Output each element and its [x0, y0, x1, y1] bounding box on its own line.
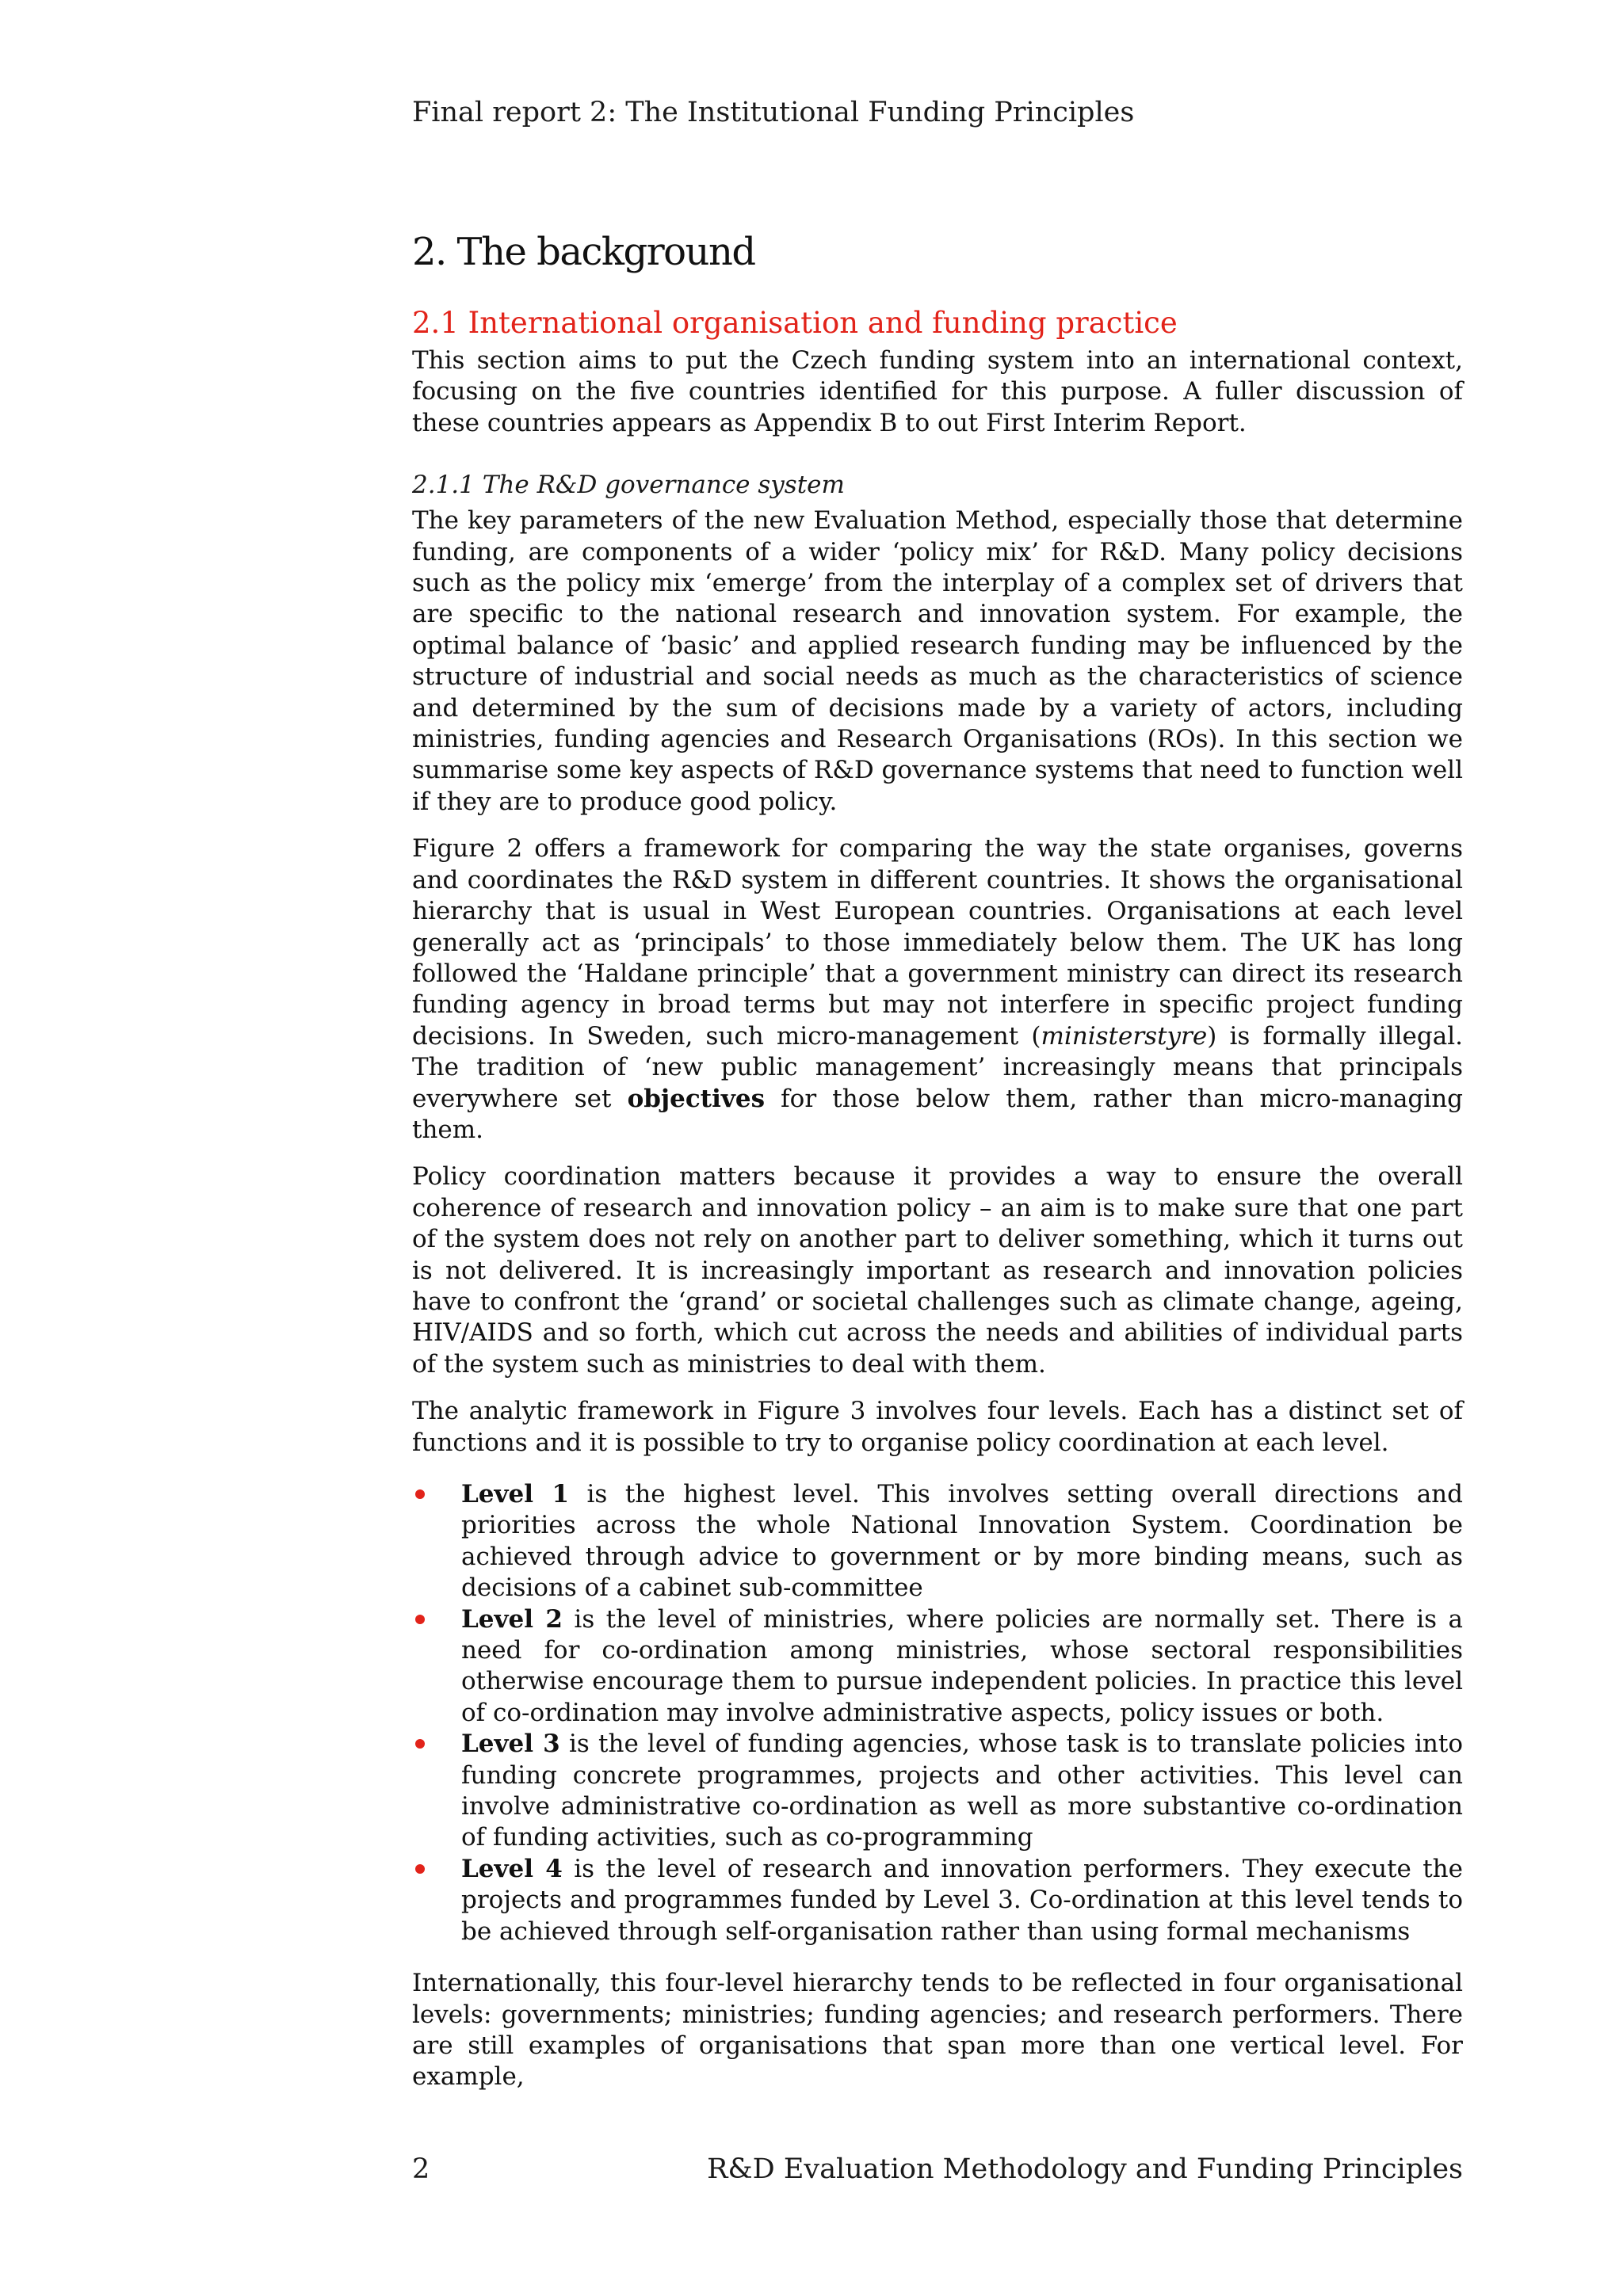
section-intro-paragraph: This section aims to put the Czech funding system into an international context, focusing on the five countries identified for this purpose. A fuller discussion of these countries appears as Appendix B to out First Interim Report.	[412, 346, 1463, 437]
bullet-text: is the level of research and innovation performers. They execute the projects and programmes funded by Level 3. Co-ordination at this level tends to be achieved through self-organisation rather than using formal mechanisms	[461, 1854, 1463, 1946]
main-content	[412, 304, 1463, 2109]
paragraph-policy-coordination: Policy coordination matters because it provides a way to ensure the overall coherence of research and innovation policy – an aim is to make sure that one part of the system does not rely on another part to deliver something, which it turns out is not delivered. It is increasingly important as research and innovation policies have to confront the ‘grand’ or societal challenges such as climate change, ageing, HIV/AIDS and so forth, which cut across the needs and abilities of individual parts of the system such as ministries to deal with them.	[412, 1162, 1463, 1379]
paragraph-four-level-hierarchy: Internationally, this four-level hierarchy tends to be reflected in four organisational levels: governments; ministries; funding agencies; and research performers. There are still examples of organisations that span more than one vertical level. For example,	[412, 1969, 1463, 2092]
bullet-lead: Level 2	[461, 1604, 563, 1634]
footer-publication-title: R&D Evaluation Methodology and Funding Principles	[707, 2153, 1463, 2185]
paragraph-framework	[412, 833, 1463, 1146]
bullet-dot-icon	[415, 1739, 425, 1749]
list-item	[412, 1729, 1463, 1854]
bullet-lead: Level 4	[461, 1854, 563, 1883]
chapter-title: 2. The background	[412, 230, 755, 274]
bullet-text: is the level of funding agencies, whose task is to translate policies into funding concrete programmes, projects and other activities. This level can involve administrative co-ordination as well as more substantive co-ordination of funding activities, such as co-programming	[461, 1730, 1463, 1852]
bullet-lead: Level 3	[461, 1730, 560, 1759]
paragraph-framework-part-c: for those below them, rather than micro-managing them.	[412, 1084, 1463, 1144]
document-page	[412, 0, 1463, 2296]
paragraph-framework-part-a: Figure 2 offers a framework for comparing the way the state organises, governs and coordinates the R&D system in different countries. It shows the organisational hierarchy that is usual in West European countries. Organisations at each level generally act as ‘principals’ to those immediately below them. The UK has long followed the ‘Haldane principle’ that a government ministry can direct its research funding agency in broad terms but may not interfere in specific project funding decisions. In Sweden, such micro-management (	[412, 834, 1463, 1051]
paragraph-policy-mix: The key parameters of the new Evaluation Method, especially those that determine funding, are components of a wider ‘policy mix’ for R&D. Many policy decisions such as the policy mix ‘emerge’ from the interplay of a complex set of drivers that are specific to the national research and innovation system. For example, the optimal balance of ‘basic’ and applied research funding may be influenced by the structure of industrial and social needs as much as the characteristics of science and determined by the sum of decisions made by a variety of actors, including ministries, funding agencies and Research Organisations (ROs). In this section we summarise some key aspects of R&D governance systems that need to function well if they are to produce good policy.	[412, 506, 1463, 816]
paragraph-analytic-framework: The analytic framework in Figure 3 involves four levels. Each has a distinct set of functions and it is possible to try to organise policy coordination at each level.	[412, 1397, 1463, 1457]
bullet-lead: Level 1	[461, 1480, 570, 1508]
paragraph-framework-part-b: ) is formally illegal. The tradition of ‘new public management’ increasingly means that principals everywhere set	[412, 1021, 1463, 1113]
section-heading: 2.1 International organisation and funding practice	[412, 306, 1178, 340]
list-item	[412, 1479, 1463, 1604]
levels-list	[412, 1479, 1463, 1947]
term-objectives: objectives	[627, 1084, 766, 1113]
page-number: 2	[412, 2153, 430, 2185]
list-item	[412, 1854, 1463, 1947]
bullet-text: is the highest level. This involves setting overall directions and priorities across the whole National Innovation System. Coordination be achieved through advice to government or by more binding means, such as decisions of a cabinet sub-committee	[461, 1480, 1463, 1603]
term-ministerstyre: ministerstyre	[1041, 1021, 1208, 1051]
subsection-heading: 2.1.1 The R&D governance system	[412, 471, 845, 500]
list-item	[412, 1604, 1463, 1730]
bullet-text: is the level of ministries, where policies are normally set. There is a need for co-ordination among ministries, whose sectoral responsibilities otherwise encourage them to pursue independent policies. In practice this level of co-ordination may involve administrative aspects, policy issues or both.	[461, 1604, 1463, 1727]
bullet-dot-icon	[415, 1489, 425, 1499]
bullet-dot-icon	[415, 1864, 425, 1874]
running-header: Final report 2: The Institutional Funding Principles	[412, 97, 1135, 128]
bullet-dot-icon	[415, 1615, 425, 1624]
